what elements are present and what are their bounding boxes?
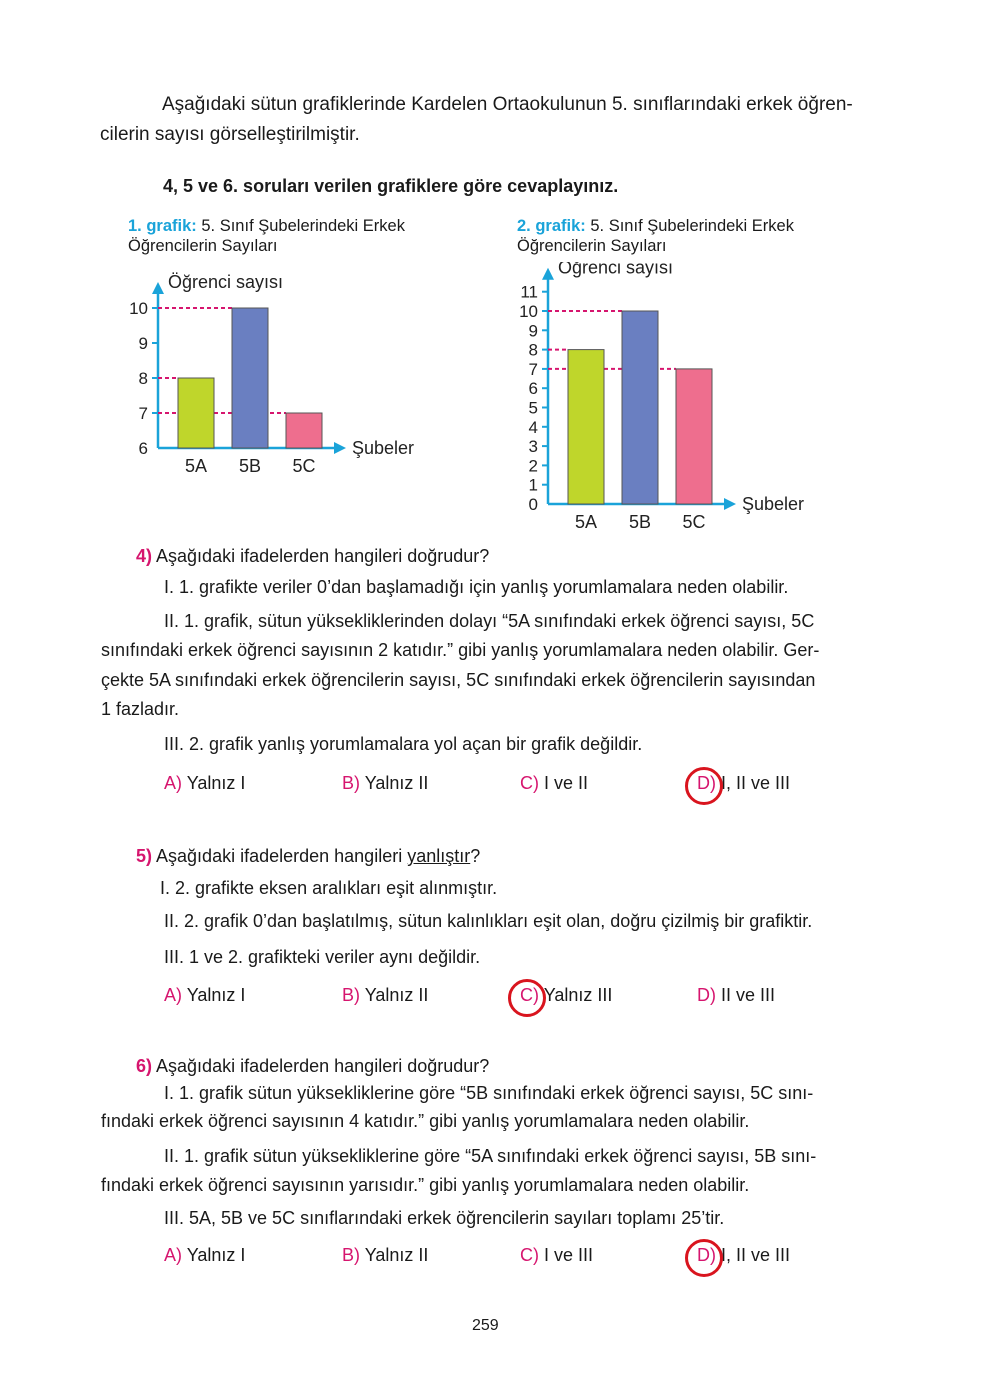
chart1-category-label: 5B <box>238 456 262 476</box>
q4-statement-iii: III. 2. grafik yanlış yorumlamalara yol açan bir grafik değildir. <box>164 734 643 754</box>
chart1-y-axis-label: Öğrenci sayısı <box>168 272 284 292</box>
q6-statement-iii: III. 5A, 5B ve 5C sınıflarındaki erkek öğrencilerin sayıları toplamı 25’tir. <box>164 1208 725 1228</box>
q5-number: 5) <box>136 846 153 866</box>
q4-statement-ii-line3: çekte 5A sınıfındaki erkek öğrencilerin sayısı, 5C sınıfındaki erkek öğrencilerin sayısından <box>101 670 816 690</box>
q4-option-d-text: I, II ve III <box>721 773 791 793</box>
intro-line-2: cilerin sayısı görselleştirilmiştir. <box>100 124 360 145</box>
q6-stem-text: Aşağıdaki ifadelerden hangileri doğrudur? <box>156 1056 490 1076</box>
q5-stem-underlined: yanlıştır <box>407 846 471 866</box>
q5-statement-iii: III. 1 ve 2. grafikteki veriler aynı değildir. <box>164 947 481 967</box>
q4-option-b-text: Yalnız II <box>364 773 429 793</box>
q5-stem <box>136 846 480 867</box>
q4-statement-ii-line1: II. 1. grafik, sütun yüksekliklerinden dolayı “5A sınıfındaki erkek öğrenci sayısı, 5C <box>164 611 815 631</box>
q5-option-b-text: Yalnız II <box>364 985 429 1005</box>
chart2-tick-label: 10 <box>519 302 538 321</box>
q5-option-b[interactable] <box>342 985 428 1006</box>
q5-option-a-text: Yalnız I <box>186 985 246 1005</box>
q5-statement-ii: II. 2. grafik 0’dan başlatılmış, sütun kalınlıkları eşit olan, doğru çizilmiş bir grafiktir. <box>164 911 813 931</box>
q6-statement-ii-line1: II. 1. grafik sütun yüksekliklerine göre “5A sınıfındaki erkek öğrenci sayısı, 5B sını- <box>164 1146 817 1166</box>
chart2-category-label: 5B <box>628 512 652 532</box>
chart1-x-axis-label: Şubeler <box>352 438 415 458</box>
chart-1 <box>110 262 440 497</box>
q4-option-a-letter: A) <box>164 773 182 793</box>
chart2-tick-label: 6 <box>528 379 538 399</box>
q5-option-a[interactable] <box>164 985 245 1006</box>
chart2-category-label: 5C <box>682 512 706 532</box>
chart2-tick-label: 2 <box>528 456 538 476</box>
chart-2 <box>500 262 830 547</box>
intro-line-1: Aşağıdaki sütun grafiklerinde Kardelen Ortaokulunun 5. sınıflarındaki erkek öğren- <box>162 94 853 115</box>
q6-number: 6) <box>136 1056 153 1076</box>
chart2-tick-label: 8 <box>528 340 538 360</box>
chart2-category-label: 5A <box>574 512 598 532</box>
q4-option-b[interactable] <box>342 773 428 794</box>
q6-statement-ii-line2: fındaki erkek öğrenci sayısının yarısıdır.” gibi yanlış yorumlamalara neden olabilir. <box>101 1175 750 1195</box>
q6-option-a-letter: A) <box>164 1245 182 1265</box>
q6-option-c-letter: C) <box>520 1245 539 1265</box>
chart1-y-axis-arrow <box>152 282 164 294</box>
q6-option-b[interactable] <box>342 1245 428 1266</box>
chart2-tick-label: 3 <box>528 437 538 457</box>
q4-option-a[interactable] <box>164 773 245 794</box>
chart2-tick-label: 4 <box>528 417 538 437</box>
intro-text <box>100 90 890 150</box>
chart1-category-label: 5C <box>292 456 316 476</box>
chart2-tick-label: 9 <box>528 321 538 341</box>
graph2-title <box>517 216 794 256</box>
chart2-bar-5c <box>676 369 712 504</box>
chart1-bar-5b <box>232 308 268 448</box>
q6-option-a[interactable] <box>164 1245 245 1266</box>
chart2-tick-label: 7 <box>528 359 538 379</box>
q6-option-c[interactable] <box>520 1245 593 1266</box>
q5-option-d-letter: D) <box>697 985 716 1005</box>
chart-1-svg <box>110 262 440 492</box>
q4-answer-circle <box>685 767 723 805</box>
q4-stem <box>136 546 489 567</box>
chart2-x-axis-label: Şubeler <box>742 494 805 514</box>
q5-option-d[interactable] <box>697 985 775 1006</box>
chart2-bar-5b <box>622 311 658 504</box>
q5-option-c-letter: C) <box>520 985 539 1005</box>
q4-option-c-text: I ve II <box>544 773 589 793</box>
q4-option-c[interactable] <box>520 773 588 794</box>
chart1-tick-label: 6 <box>138 439 148 458</box>
chart2-bar-5a <box>568 350 604 504</box>
q4-statement-i: I. 1. grafikte veriler 0’dan başlamadığı için yanlış yorumlamalara neden olabilir. <box>164 577 789 597</box>
q6-answer-circle <box>685 1239 723 1277</box>
graph2-title-line2: Öğrencilerin Sayıları <box>517 237 667 255</box>
chart1-tick-label: 7 <box>138 404 148 423</box>
q6-option-b-letter: B) <box>342 1245 360 1265</box>
chart2-x-axis-arrow <box>724 498 736 510</box>
q6-option-c-text: I ve III <box>544 1245 594 1265</box>
q4-stem-text: Aşağıdaki ifadelerden hangileri doğrudur? <box>156 546 490 566</box>
chart1-bar-5a <box>178 378 214 448</box>
q6-stem <box>136 1056 489 1077</box>
instruction-heading: 4, 5 ve 6. soruları verilen grafiklere göre cevaplayınız. <box>163 176 619 196</box>
q5-stem-after: ? <box>470 846 481 866</box>
q5-option-d-text: II ve III <box>721 985 776 1005</box>
q5-statement-i: I. 2. grafikte eksen aralıkları eşit alınmıştır. <box>160 878 498 898</box>
graph1-title-line1: 5. Sınıf Şubelerindeki Erkek <box>201 217 405 235</box>
graph2-label: 2. grafik: <box>517 217 586 235</box>
q4-option-b-letter: B) <box>342 773 360 793</box>
q6-option-d-letter: D) <box>697 1245 716 1265</box>
graph1-title <box>128 216 405 256</box>
graph1-label: 1. grafik: <box>128 217 197 235</box>
q6-option-d-text: I, II ve III <box>721 1245 791 1265</box>
q4-option-c-letter: C) <box>520 773 539 793</box>
chart1-bar-5c <box>286 413 322 448</box>
q5-option-a-letter: A) <box>164 985 182 1005</box>
q5-option-b-letter: B) <box>342 985 360 1005</box>
chart2-tick-label: 1 <box>528 475 538 495</box>
chart2-tick-label: 5 <box>528 398 538 418</box>
chart-2-svg <box>500 262 830 542</box>
q6-statement-i-line2: fındaki erkek öğrenci sayısının 4 katıdır.” gibi yanlış yorumlamalara neden olabilir. <box>101 1111 750 1131</box>
graph2-title-line1: 5. Sınıf Şubelerindeki Erkek <box>590 217 794 235</box>
q5-option-c-text: Yalnız III <box>543 985 613 1005</box>
q4-number: 4) <box>136 546 153 566</box>
chart1-tick-label: 8 <box>138 369 148 388</box>
q6-option-b-text: Yalnız II <box>364 1245 429 1265</box>
q4-statement-ii-line4: 1 fazladır. <box>101 699 180 719</box>
chart1-category-label: 5A <box>184 456 208 476</box>
q4-option-a-text: Yalnız I <box>186 773 246 793</box>
chart2-tick-label: 11 <box>520 282 538 302</box>
q5-answer-circle <box>508 979 546 1017</box>
chart2-tick-label: 0 <box>528 495 538 514</box>
chart2-y-axis-arrow <box>542 268 554 280</box>
q6-option-a-text: Yalnız I <box>186 1245 246 1265</box>
chart1-x-axis-arrow <box>334 442 346 454</box>
chart1-tick-label: 10 <box>129 299 148 318</box>
page-number: 259 <box>472 1317 499 1334</box>
chart2-y-axis-label: Öğrenci sayısı <box>558 262 674 278</box>
q4-statement-ii-line2: sınıfındaki erkek öğrenci sayısının 2 katıdır.” gibi yanlış yorumlamalara neden olabilir. Ger- <box>101 640 820 660</box>
chart1-tick-label: 9 <box>138 334 148 353</box>
q6-statement-i-line1: I. 1. grafik sütun yüksekliklerine göre “5B sınıfındaki erkek öğrenci sayısı, 5C sını- <box>164 1083 814 1103</box>
q4-option-d-letter: D) <box>697 773 716 793</box>
q5-stem-before: Aşağıdaki ifadelerden hangileri <box>156 846 408 866</box>
graph1-title-line2: Öğrencilerin Sayıları <box>128 237 278 255</box>
